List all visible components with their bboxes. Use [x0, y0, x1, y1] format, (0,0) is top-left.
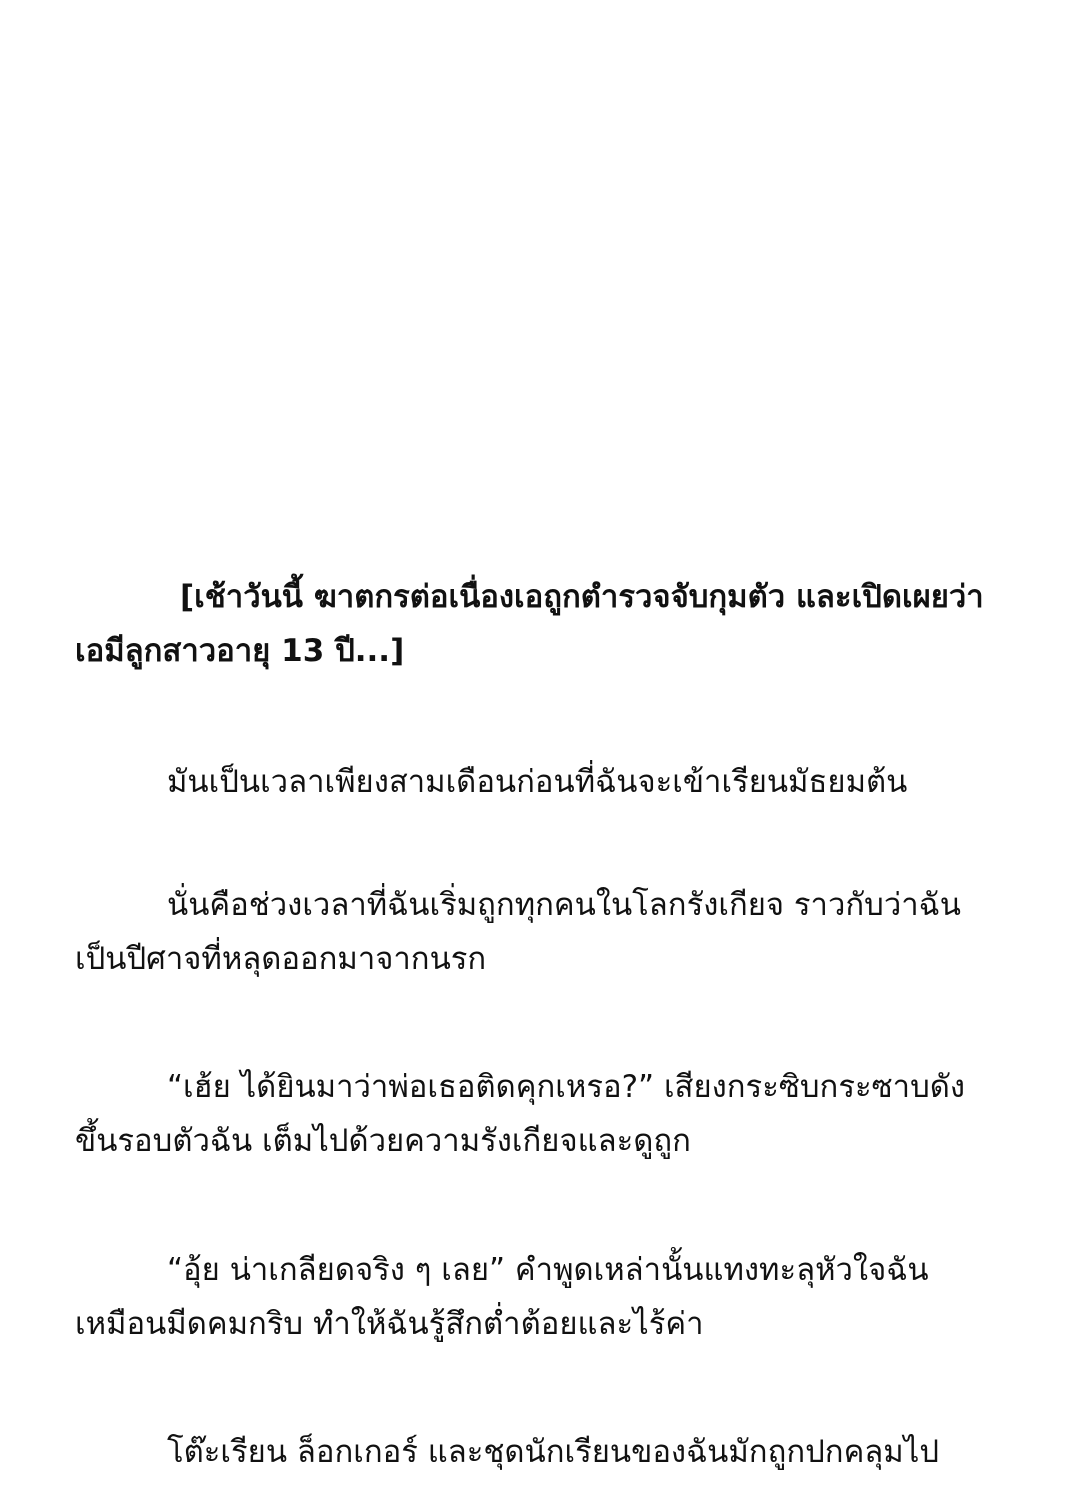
story-paragraph: นั่นคือช่วงเวลาที่ฉันเริ่มถูกทุกคนในโลกรังเกียจ ราวกับว่าฉันเป็นปีศาจที่หลุดออกมาจากนรก [75, 887, 961, 977]
story-paragraph: มันเป็นเวลาเพียงสามเดือนก่อนที่ฉันจะเข้าเรียนมัธยมต้น [167, 764, 908, 800]
dialogue-paragraph: “เฮ้ย ได้ยินมาว่าพ่อเธอติดคุกเหรอ?” เสียงกระซิบกระซาบดังขึ้นรอบตัวฉัน เต็มไปด้วยความรังเกียจและดูถูก [75, 1069, 966, 1159]
dialogue-paragraph: “อุ้ย น่าเกลียดจริง ๆ เลย” คำพูดเหล่านั้นแทงทะลุหัวใจฉันเหมือนมีดคมกริบ ทำให้ฉันรู้สึกต่ำต้อยและไร้ค่า [75, 1252, 929, 1342]
story-paragraph: โต๊ะเรียน ล็อกเกอร์ และชุดนักเรียนของฉันมักถูกปกคลุมไป [167, 1434, 940, 1470]
news-headline-paragraph: [เช้าวันนี้ ฆาตกรต่อเนื่องเอถูกตำรวจจับกุมตัว และเปิดเผยว่าเอมีลูกสาวอายุ 13 ปี...] [75, 579, 984, 669]
